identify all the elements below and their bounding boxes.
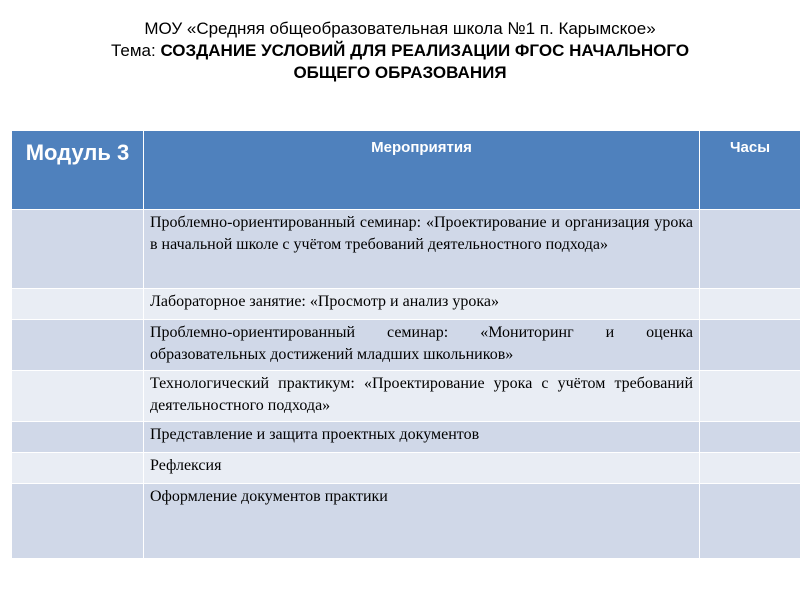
topic-title-part2: ОБЩЕГО ОБРАЗОВАНИЯ (293, 63, 507, 82)
table-row (12, 484, 800, 559)
module-cell (12, 453, 144, 484)
hours-cell (700, 484, 800, 559)
module-cell (12, 289, 144, 320)
event-cell: Технологический практикум: «Проектирование урока с учётом требований деятельностного подхода» (144, 371, 700, 422)
event-cell: Представление и защита проектных документов (144, 422, 700, 453)
hours-cell (700, 210, 800, 289)
topic-line (0, 40, 800, 62)
table-row (12, 320, 800, 371)
module-cell (12, 371, 144, 422)
table-row (12, 210, 800, 289)
module-plan-table (11, 130, 800, 559)
hours-cell (700, 320, 800, 371)
topic-prefix: Тема: (110, 41, 161, 60)
event-cell: Лабораторное занятие: «Просмотр и анализ урока» (144, 289, 700, 320)
table-header-row (12, 131, 800, 210)
hours-cell (700, 453, 800, 484)
module-cell (12, 210, 144, 289)
module-cell (12, 484, 144, 559)
column-header-module: Модуль 3 (12, 131, 144, 210)
hours-cell (700, 422, 800, 453)
column-header-events: Мероприятия (144, 131, 700, 210)
table-row (12, 289, 800, 320)
event-cell: Оформление документов практики (144, 484, 700, 559)
column-header-hours: Часы (700, 131, 800, 210)
event-cell: Рефлексия (144, 453, 700, 484)
topic-title-part1: СОЗДАНИЕ УСЛОВИЙ ДЛЯ РЕАЛИЗАЦИИ ФГОС НАЧАЛЬНОГО (160, 41, 690, 60)
table-row (12, 371, 800, 422)
event-cell: Проблемно-ориентированный семинар: «Проектирование и организация урока в начальной школе с учётом требований деятельностного подхода» (144, 210, 700, 289)
slide-header (0, 18, 800, 84)
hours-cell (700, 371, 800, 422)
hours-cell (700, 289, 800, 320)
module-cell (12, 422, 144, 453)
table-row (12, 422, 800, 453)
event-cell: Проблемно-ориентированный семинар: «Мониторинг и оценка образовательных достижений младших школьников» (144, 320, 700, 371)
table-row (12, 453, 800, 484)
module-cell (12, 320, 144, 371)
school-name: МОУ «Средняя общеобразовательная школа №1 п. Карымское» (144, 19, 656, 38)
